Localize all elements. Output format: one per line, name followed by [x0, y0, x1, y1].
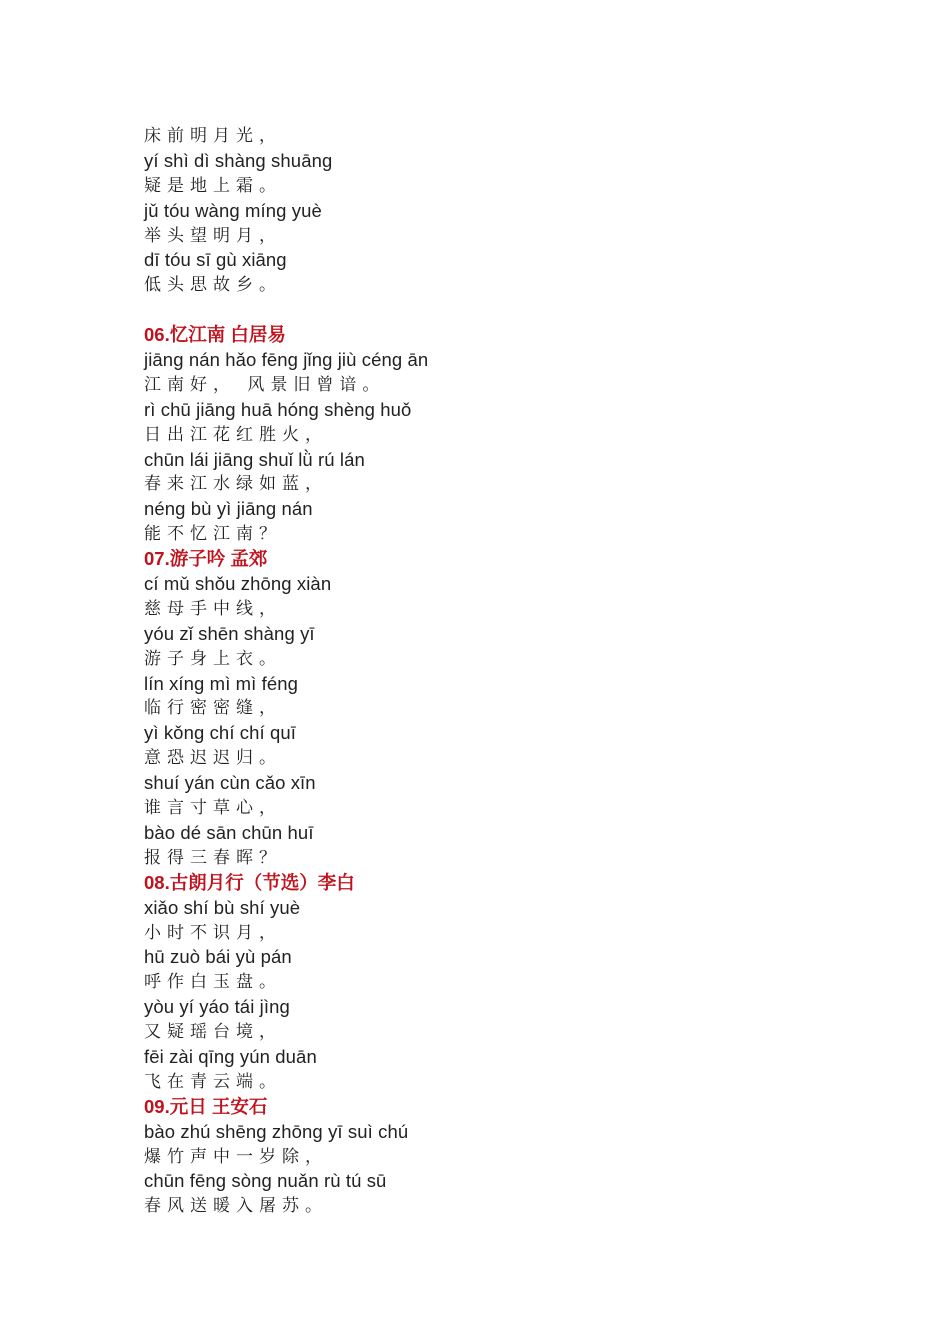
hanzi-line: 慈母手中线，: [144, 598, 282, 619]
pinyin-line: chūn fēng sòng nuǎn rù tú sū: [144, 1170, 387, 1192]
pinyin-line: jǔ tóu wàng míng yuè: [144, 199, 322, 221]
hanzi-line: 低头思故乡。: [144, 275, 282, 296]
poem-title: 08.古朗月行（节选）李白: [144, 871, 355, 893]
pinyin-line: lín xíng mì mì féng: [144, 672, 299, 694]
poem-title: 06.忆江南 白居易: [144, 324, 286, 346]
pinyin-line: cí mǔ shǒu zhōng xiàn: [144, 573, 332, 595]
pinyin-line: rì chū jiāng huā hóng shèng huǒ: [144, 398, 412, 420]
poem-page: [144, 124, 844, 1219]
hanzi-line: 意恐迟迟归。: [144, 748, 282, 769]
hanzi-line: 飞在青云端。: [144, 1071, 282, 1092]
hanzi-line: 床前明月光，: [144, 126, 282, 146]
pinyin-line: bào dé sān chūn huī: [144, 821, 314, 843]
blank-line: [144, 298, 844, 323]
pinyin-line: yí shì dì shàng shuāng: [144, 149, 333, 171]
pinyin-line: yóu zǐ shēn shàng yī: [144, 622, 315, 644]
pinyin-line: xiǎo shí bù shí yuè: [144, 896, 301, 918]
pinyin-line: bào zhú shēng zhōng yī suì chú: [144, 1120, 409, 1142]
poem-title: 09.元日 王安石: [144, 1095, 268, 1117]
hanzi-line: 江南好， 风景旧曾谙。: [144, 374, 386, 395]
poem-title: 07.游子吟 孟郊: [144, 548, 268, 570]
hanzi-line: 游子身上衣。: [144, 648, 282, 669]
hanzi-line: 春来江水绿如蓝，: [144, 474, 328, 495]
pinyin-line: yòu yí yáo tái jìng: [144, 996, 290, 1018]
hanzi-line: 春风送暖入屠苏。: [144, 1196, 328, 1217]
pinyin-line: fēi zài qīng yún duān: [144, 1045, 317, 1067]
hanzi-line: 小时不识月，: [144, 922, 282, 943]
hanzi-line: 爆竹声中一岁除，: [144, 1146, 328, 1167]
hanzi-line: 日出江花红胜火，: [144, 424, 328, 445]
pinyin-line: chūn lái jiāng shuǐ lǜ rú lán: [144, 448, 365, 470]
hanzi-line: 呼作白玉盘。: [144, 972, 282, 993]
pinyin-line: dī tóu sī gù xiāng: [144, 249, 287, 271]
hanzi-line: 又疑瑶台境，: [144, 1022, 282, 1043]
pinyin-line: yì kǒng chí chí quī: [144, 722, 297, 744]
pinyin-line: shuí yán cùn cǎo xīn: [144, 772, 316, 794]
pinyin-line: néng bù yì jiāng nán: [144, 498, 313, 520]
hanzi-line: 能不忆江南？: [144, 524, 282, 545]
pinyin-line: jiāng nán hǎo fēng jǐng jiù céng ān: [144, 349, 429, 371]
hanzi-line: 谁言寸草心，: [144, 798, 282, 819]
pinyin-line: hū zuò bái yù pán: [144, 946, 292, 968]
hanzi-line: 报得三春晖？: [144, 847, 282, 868]
hanzi-line: 举头望明月，: [144, 225, 282, 246]
hanzi-line: 临行密密缝，: [144, 698, 282, 719]
hanzi-line: 疑是地上霜。: [144, 175, 282, 196]
